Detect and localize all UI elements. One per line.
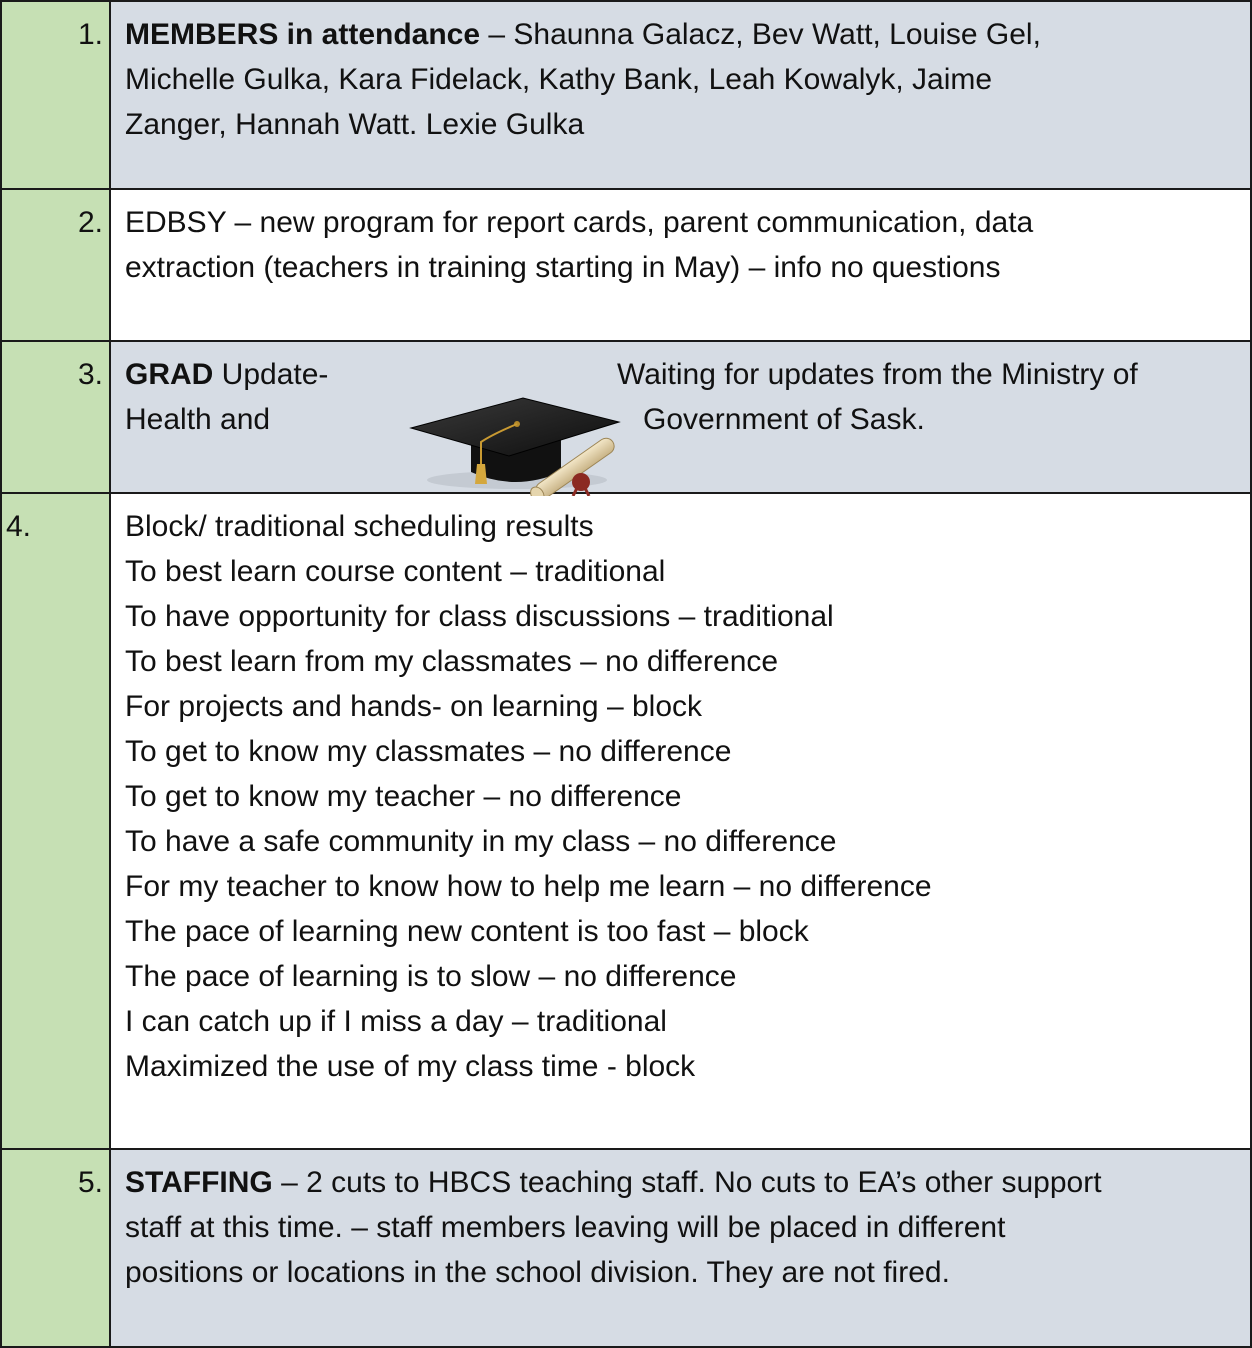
item-text-line: The pace of learning new content is too fast – block (125, 915, 809, 948)
item-text-line: EDBSY – new program for report cards, parent communication, data (125, 206, 1034, 239)
item-heading: STAFFING (125, 1166, 273, 1199)
item-text-line: To have a safe community in my class – no difference (125, 825, 837, 858)
item-text-line: To best learn from my classmates – no difference (125, 645, 779, 678)
graduation-cap-icon (405, 376, 625, 496)
item-content (110, 1, 1251, 189)
item-content (110, 493, 1251, 1149)
item-content (110, 1149, 1251, 1347)
item-text-line: Maximized the use of my class time - block (125, 1050, 696, 1083)
item-text-line: Health and (125, 403, 271, 436)
item-text-line: To best learn course content – traditional (125, 555, 666, 588)
table-row (1, 189, 1251, 341)
item-heading: GRAD (125, 358, 214, 391)
table-row (1, 1149, 1251, 1347)
item-text-line: – 2 cuts to HBCS teaching staff. No cuts to EA’s other support (272, 1166, 1102, 1199)
item-text-line: Update- (213, 358, 329, 391)
item-text-line: Waiting for updates from the Ministry of (617, 358, 1138, 391)
item-number: 3. (1, 341, 110, 493)
item-number: 5. (1, 1149, 110, 1347)
item-text-line: Zanger, Hannah Watt. Lexie Gulka (125, 108, 585, 141)
item-text-line: To get to know my classmates – no difference (125, 735, 732, 768)
item-text-line: For my teacher to know how to help me learn – no difference (125, 870, 932, 903)
item-number: 4. (1, 493, 110, 1149)
item-text-line: Government of Sask. (643, 403, 925, 436)
item-text-line: The pace of learning is to slow – no difference (125, 960, 737, 993)
item-content (110, 189, 1251, 341)
item-content (110, 341, 1251, 493)
item-text-line: I can catch up if I miss a day – traditional (125, 1005, 667, 1038)
item-text-line: positions or locations in the school division. They are not fired. (125, 1256, 950, 1289)
item-text-line: For projects and hands- on learning – block (125, 690, 703, 723)
item-number: 2. (1, 189, 110, 341)
item-heading: MEMBERS in attendance (125, 18, 481, 51)
item-text-line: – Shaunna Galacz, Bev Watt, Louise Gel, (480, 18, 1041, 51)
item-text-line: To have opportunity for class discussions – traditional (125, 600, 834, 633)
table-row (1, 341, 1251, 493)
item-number: 1. (1, 1, 110, 189)
item-text-line: Block/ traditional scheduling results (125, 510, 594, 543)
item-text-line: Michelle Gulka, Kara Fidelack, Kathy Bank, Leah Kowalyk, Jaime (125, 63, 993, 96)
item-text-line: staff at this time. – staff members leaving will be placed in different (125, 1211, 1006, 1244)
table-row (1, 493, 1251, 1149)
item-text-line: extraction (teachers in training starting in May) – info no questions (125, 251, 1001, 284)
table-row (1, 1, 1251, 189)
item-text-line: To get to know my teacher – no difference (125, 780, 682, 813)
